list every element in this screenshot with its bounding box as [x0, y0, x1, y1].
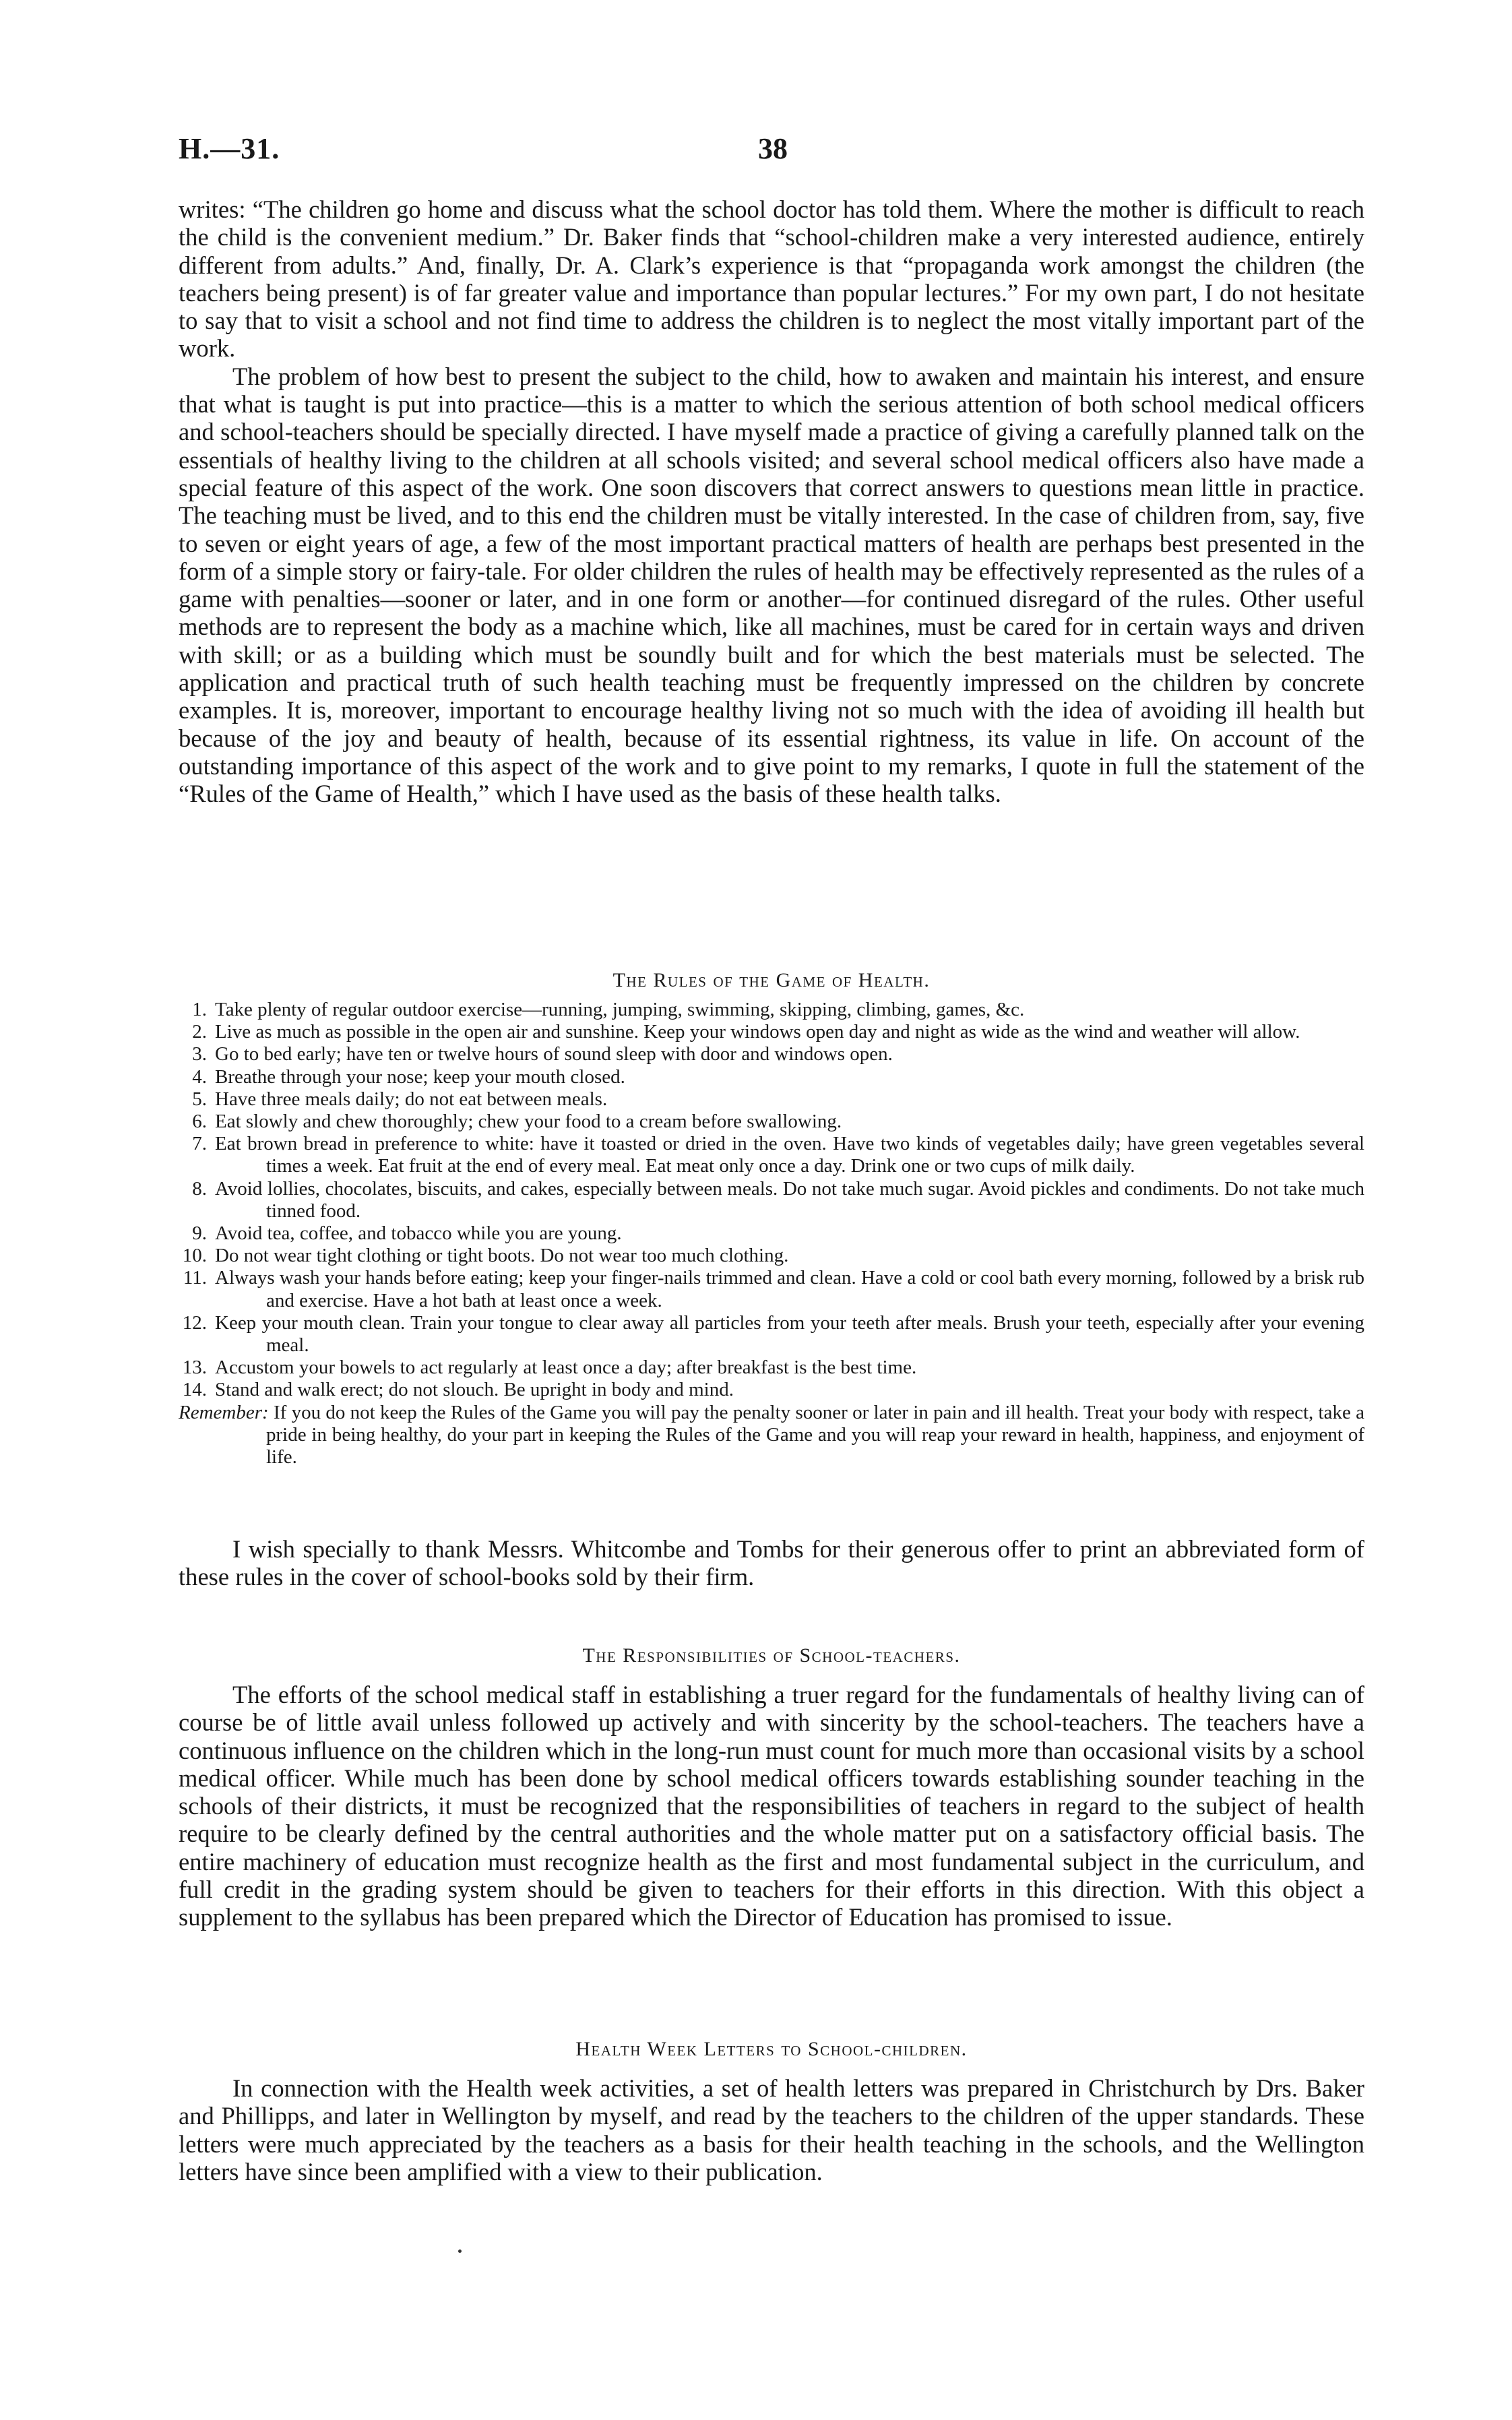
rule-number: 8.	[192, 1177, 207, 1200]
remember-note	[179, 1402, 1364, 1469]
rule-text: Have three meals daily; do not eat between meals.	[215, 1088, 608, 1110]
rule-number: 6.	[192, 1111, 207, 1133]
rule-text: Always wash your hands before eating; keep your finger-nails trimmed and clean. Have a cold or cool bath every morning, followed by a brisk rub and exercise. Have a hot bath at least once a week.	[215, 1267, 1364, 1311]
rule-number: 4.	[192, 1065, 207, 1088]
rule-item	[179, 1267, 1364, 1311]
rules-heading: The Rules of the Game of Health.	[612, 969, 931, 991]
rule-text: Eat slowly and chew thoroughly; chew your food to a cream before swallowing.	[215, 1111, 842, 1133]
rule-text: Stand and walk erect; do not slouch. Be upright in body and mind.	[215, 1379, 734, 1401]
rule-item	[179, 1088, 1364, 1111]
paragraph-health-week: In connection with the Health week activities, a set of health letters was prepared in Christchurch by Drs. Baker and Phillipps, and later in Wellington by myself, and read by the teachers to the children of the upper standards. These letters were much appreciated by the teachers as a basis for their health teaching in the schools, and the Wellington letters have since been amplified with a view to their publication.	[179, 2074, 1364, 2185]
rule-text: Live as much as possible in the open air and sunshine. Keep your windows open day and night as wide as the wind and weather will allow.	[215, 1021, 1300, 1043]
stray-mark	[458, 2250, 462, 2253]
page-number: 38	[758, 132, 788, 165]
rule-number: 12.	[182, 1311, 207, 1334]
rule-text: Do not wear tight clothing or tight boots. Do not wear too much clothing.	[215, 1245, 789, 1267]
rule-text: Take plenty of regular outdoor exercise—running, jumping, swimming, skipping, climbing, games, &c.	[215, 999, 1025, 1020]
rule-number: 14.	[182, 1379, 207, 1401]
thanks-section	[179, 1535, 1364, 1591]
rule-number: 2.	[192, 1021, 207, 1043]
remember-label: Remember:	[179, 1401, 269, 1423]
remember-text: If you do not keep the Rules of the Game you will pay the penalty sooner or later in pain and ill health. Treat your body with respect, take a pride in being healthy, do your part in keeping the Rules of the Game and you will reap your reward in health, happiness, and enjoyment of life.	[266, 1401, 1364, 1468]
rule-text: Eat brown bread in preference to white: have it toasted or dried in the oven. Have two kinds of vegetables daily; have green vegetables several times a week. Eat fruit at the end of every meal. Eat meat only once a day. Drink one or two cups of milk daily.	[215, 1133, 1364, 1177]
rule-number: 9.	[192, 1222, 207, 1245]
rule-text: Avoid lollies, chocolates, biscuits, and cakes, especially between meals. Do not take much sugar. Avoid pickles and condiments. Do not take much tinned food.	[215, 1177, 1364, 1222]
rule-item	[179, 1111, 1364, 1133]
document-code: H.—31.	[179, 132, 280, 165]
responsibilities-section	[179, 1681, 1364, 1931]
health-week-heading: Health Week Letters to School-children.	[575, 2038, 968, 2060]
rule-item	[179, 1312, 1364, 1357]
rule-text: Accustom your bowels to act regularly at least once a day; after breakfast is the best time.	[215, 1357, 917, 1379]
rule-number: 11.	[183, 1267, 207, 1289]
rule-text: Breathe through your nose; keep your mouth closed.	[215, 1065, 625, 1088]
rule-item	[179, 1379, 1364, 1401]
paragraph-problem: The problem of how best to present the subject to the child, how to awaken and maintain his interest, and ensure that what is taught is put into practice—this is a matter to which the serious attention of both school medical officers and school-teachers should be specially directed. I have myself made a practice of giving a carefully planned talk on the essentials of healthy living to the children at all schools visited; and several school medical officers also have made a special feature of this aspect of the work. One soon discovers that correct answers to questions mean little in practice. The teaching must be lived, and to this end the children must be vitally interested. In the case of children from, say, five to seven or eight years of age, a few of the most important practical matters of health are perhaps best presented in the form of a simple story or fairy-tale. For older children the rules of health may be effectively represented as the rules of a game with penalties—sooner or later, and in one form or another—for continued disregard of the rules. Other useful methods are to represent the body as a machine which, like all machines, must be cared for in certain ways and driven with skill; or as a building which must be soundly built and for which the best materials must be selected. The application and practical truth of such health teaching must be frequently impressed on the children by concrete examples. It is, moreover, important to encourage healthy living not so much with the idea of avoiding ill health but because of the joy and beauty of health, because of its essential rightness, its value in life. On account of the outstanding importance of this aspect of the work and to give point to my remarks, I quote in full the statement of the “Rules of the Game of Health,” which I have used as the basis of these health talks.	[179, 362, 1364, 808]
rule-item	[179, 1222, 1364, 1245]
rule-number: 10.	[182, 1245, 207, 1267]
rule-text: Go to bed early; have ten or twelve hours of sound sleep with door and windows open.	[215, 1043, 893, 1065]
rule-item	[179, 1357, 1364, 1379]
paragraph-writes: writes: “The children go home and discuss what the school doctor has told them. Where the mother is difficult to reach the child is the convenient medium.” Dr. Baker finds that “school-children make a very interested audience, entirely different from adults.” And, finally, Dr. A. Clark’s experience is that “propaganda work amongst the children (the teachers being present) is of far greater value and importance than popular lectures.” For my own part, I do not hesitate to say that to visit a school and not find time to address the children is to neglect the most vitally important part of the work.	[179, 195, 1364, 363]
rule-number: 5.	[192, 1088, 207, 1110]
paragraph-thanks: I wish specially to thank Messrs. Whitcombe and Tombs for their generous offer to print an abbreviated form of these rules in the cover of school-books sold by their firm.	[179, 1535, 1364, 1591]
page-header	[179, 131, 1364, 179]
health-week-section	[179, 2074, 1364, 2185]
rule-text: Keep your mouth clean. Train your tongue to clear away all particles from your teeth after meals. Brush your teeth, especially after your evening meal.	[215, 1311, 1364, 1357]
intro-section	[179, 195, 1364, 808]
rule-item	[179, 1043, 1364, 1065]
rule-item	[179, 1133, 1364, 1177]
rule-number: 1.	[192, 999, 207, 1020]
rule-item	[179, 1021, 1364, 1043]
rule-item	[179, 1245, 1364, 1267]
paragraph-responsibilities: The efforts of the school medical staff in establishing a truer regard for the fundamentals of healthy living can of course be of little avail unless followed up actively and with sincerity by the school-teachers. The teachers have a continuous influence on the children which in the long-run must count for much more than occasional visits by a school medical officer. While much has been done by school medical officers towards establishing sounder teaching in the schools of their districts, it must be recognized that the responsibilities of teachers in regard to the subject of health require to be clearly defined by the central authorities and the whole matter put on a satisfactory official basis. The entire machinery of education must recognize health as the first and most fundamental subject in the curriculum, and full credit in the grading system should be given to teachers for their efforts in this direction. With this object a supplement to the syllabus has been prepared which the Director of Education has promised to issue.	[179, 1681, 1364, 1931]
rule-number: 7.	[192, 1133, 207, 1155]
rule-text: Avoid tea, coffee, and tobacco while you are young.	[215, 1222, 622, 1245]
rule-number: 13.	[182, 1357, 207, 1379]
rule-item	[179, 1066, 1364, 1088]
rule-item	[179, 999, 1364, 1021]
rules-list	[179, 999, 1364, 1468]
rule-number: 3.	[192, 1043, 207, 1065]
responsibilities-heading: The Responsibilities of School-teachers.	[582, 1644, 961, 1667]
rule-item	[179, 1178, 1364, 1222]
